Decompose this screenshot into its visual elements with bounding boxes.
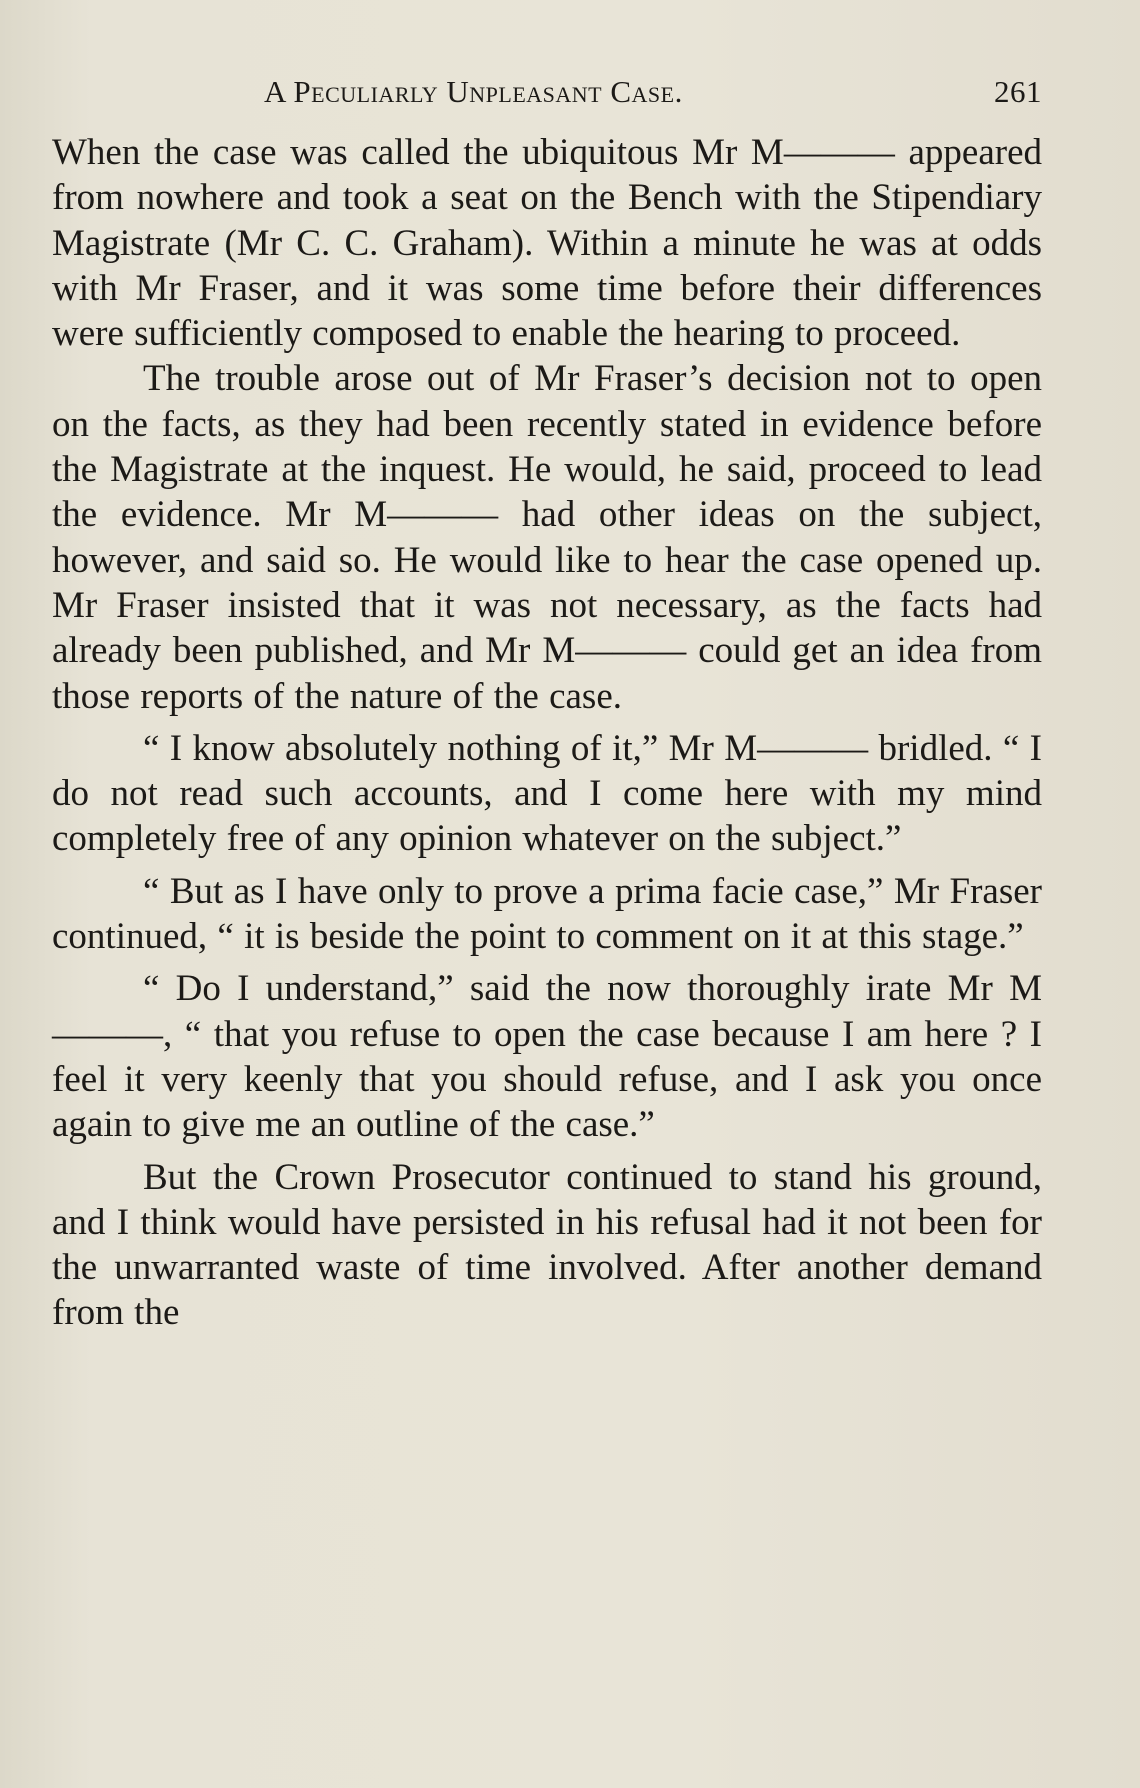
paragraph: But the Crown Prosecutor continued to stand his ground, and I think would have persisted in his refusal had it not been for the unwarranted waste of time involved. After another demand from the [52,1156,1042,1334]
paragraph: When the case was called the ubiquitous Mr M——— appeared from nowhere and took a seat on the Bench with the Stipendiary Magistrate (Mr C. C. Graham). Within a minute he was at odds with Mr Fraser, and it was some time before their differences were sufficiently composed to enable the hearing to proceed. [52,132,1042,355]
paragraph: “ I know absolutely nothing of it,” Mr M——— bridled. “ I do not read such accounts, and I come here with my mind completely free of any opinion whatever on the subject.” [52,727,1042,860]
page-number: 261 [994,74,1042,109]
paragraph: “ But as I have only to prove a prima facie case,” Mr Fraser continued, “ it is beside the point to comment on it at this stage.” [52,870,1042,958]
running-head-title: A Peculiarly Unpleasant Case. [264,74,683,109]
body-text [52,130,1042,1336]
paragraph: “ Do I understand,” said the now thoroughly irate Mr M———, “ that you refuse to open the case because I am here ? I feel it very keenly that you should refuse, and I ask you once again to give me an outline of the case.” [52,968,1042,1146]
page-header [52,72,1042,116]
paragraph: The trouble arose out of Mr Fraser’s decision not to open on the facts, as they had been recently stated in evidence before the Magistrate at the inquest. He would, he said, proceed to lead the evidence. Mr M——— had other ideas on the subject, however, and said so. He would like to hear the case opened up. Mr Fraser insisted that it was not necessary, as the facts had already been published, and Mr M——— could get an idea from those reports of the nature of the case. [52,358,1042,717]
